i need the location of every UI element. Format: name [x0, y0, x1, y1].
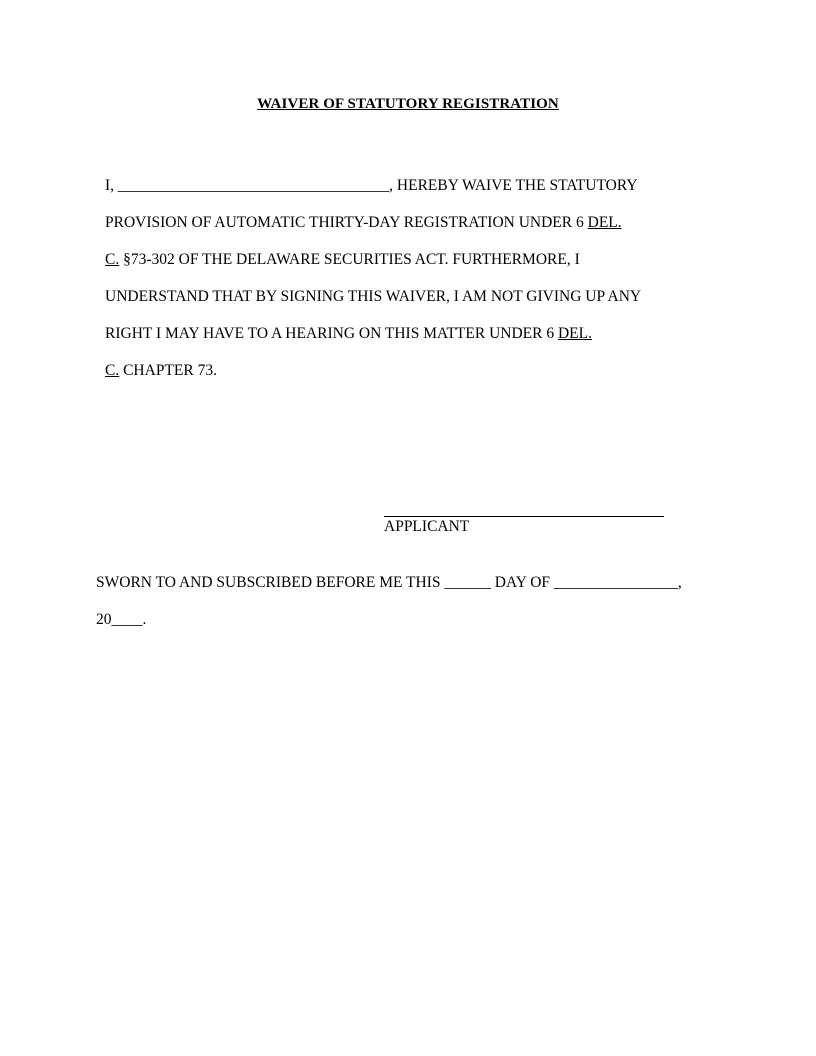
text: §73-302 OF THE DELAWARE SECURITIES ACT. FURTHERMORE, I — [119, 251, 580, 268]
waiver-paragraph — [105, 167, 705, 389]
paragraph-line-3 — [105, 241, 705, 278]
paragraph-line-4: UNDERSTAND THAT BY SIGNING THIS WAIVER, I AM NOT GIVING UP ANY — [105, 288, 642, 305]
text: , — [677, 574, 682, 591]
applicant-signature-line[interactable] — [384, 516, 664, 517]
text: CHAPTER 73. — [119, 362, 217, 379]
document-title: WAIVER OF STATUTORY REGISTRATION — [257, 96, 559, 112]
paragraph-line-2 — [105, 204, 705, 241]
code-citation: C. — [105, 251, 120, 268]
paragraph-line-6 — [105, 352, 705, 389]
year-line — [96, 611, 146, 629]
del-citation: DEL. — [557, 325, 592, 342]
text: PROVISION OF AUTOMATIC THIRTY-DAY REGISTRATION UNDER 6 — [105, 214, 588, 231]
text: I, — [105, 177, 118, 194]
year-blank[interactable]: ____ — [111, 611, 143, 628]
applicant-label: APPLICANT — [384, 518, 470, 535]
sworn-statement — [96, 574, 682, 592]
paragraph-line-5 — [105, 315, 705, 352]
day-blank[interactable]: ______ — [444, 574, 491, 591]
text: DAY OF — [490, 574, 554, 591]
text: , HEREBY WAIVE THE STATUTORY — [389, 177, 638, 194]
year-prefix: 20 — [96, 611, 112, 628]
paragraph-line-1 — [105, 167, 705, 204]
del-citation: DEL. — [587, 214, 622, 231]
name-blank: ___________________________________ — [117, 177, 390, 194]
text: RIGHT I MAY HAVE TO A HEARING ON THIS MATTER UNDER 6 — [105, 325, 558, 342]
code-citation: C. — [105, 362, 120, 379]
year-suffix: . — [142, 611, 147, 628]
month-blank[interactable]: ________________ — [553, 574, 678, 591]
text: SWORN TO AND SUBSCRIBED BEFORE ME THIS — [96, 574, 445, 591]
